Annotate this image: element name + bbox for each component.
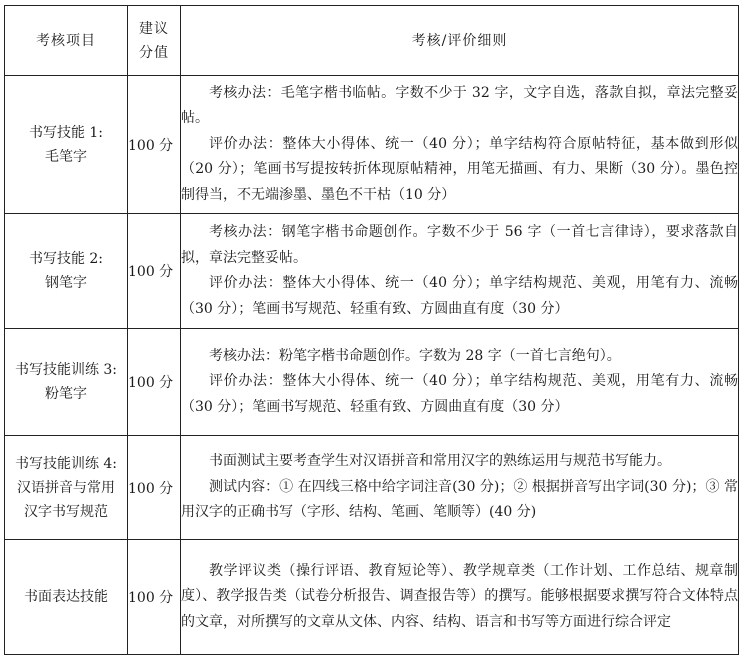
header-detail: 考核/评价细则 — [181, 6, 739, 76]
item-cell — [5, 76, 128, 214]
score-cell: 100 分 — [128, 329, 181, 436]
detail-cell — [181, 76, 739, 214]
header-row — [5, 6, 739, 76]
detail-cell — [181, 329, 739, 436]
item-label-line: 粉笔字 — [45, 386, 87, 402]
detail-paragraph: 考核办法：钢笔字楷书命题创作。字数不少于 56 字（一首七言律诗），要求落款自拟，章法完整妥帖。 — [181, 224, 738, 266]
item-label-line: 书面表达技能 — [24, 589, 108, 605]
header-score-line2: 分值 — [139, 44, 169, 61]
table-row — [5, 76, 739, 214]
item-label-line: 汉字书写规范 — [24, 503, 108, 520]
score-cell: 100 分 — [128, 540, 181, 655]
detail-paragraph: 测试内容：① 在四线三格中给字词注音(30 分)；② 根据拼音写出字词(30 分)；③ 常用汉字的正确书写（字形、结构、笔画、笔顺等）(40 分) — [181, 478, 738, 521]
detail-paragraph: 考核办法：粉笔字楷书命题创作。字数为 28 字（一首七言绝句）。 — [209, 347, 621, 364]
detail-cell — [181, 540, 739, 655]
item-label-line: 书写技能 1: — [28, 124, 104, 141]
item-label-line: 书写技能 2: — [28, 251, 104, 267]
item-label-line: 书写技能训练 3: — [14, 362, 118, 378]
header-score — [128, 6, 181, 76]
assessment-table — [4, 5, 739, 655]
detail-paragraph: 评价办法：整体大小得体、统一（40 分）；单字结构规范、美观，用笔有力、流畅（30 分）；笔画书写规范、轻重有致、方圆曲直有度（30 分） — [181, 275, 738, 317]
item-cell — [5, 540, 128, 655]
table-row — [5, 329, 739, 436]
score-cell: 100 分 — [128, 214, 181, 329]
table-row — [5, 540, 739, 655]
detail-paragraph: 评价办法：整体大小得体、统一（40 分）；单字结构规范、美观，用笔有力、流畅（30 分）；笔画书写规范、轻重有致、方圆曲直有度（30 分） — [181, 373, 738, 415]
detail-cell — [181, 436, 739, 540]
detail-paragraph: 教学评议类（操行评语、教育短论等）、教学规章类（工作计划、工作总结、规章制度）、教学报告类（试卷分析报告、调查报告等）的撰写。能够根据要求撰写符合文体特点的文章，对所撰写的文章从文体、内容、结构、语言和书写等方面进行综合评定 — [181, 562, 738, 630]
score-cell: 100 分 — [128, 76, 181, 214]
item-label-line: 书写技能训练 4: — [14, 455, 118, 472]
item-cell — [5, 329, 128, 436]
detail-paragraph: 评价办法：整体大小得体、统一（40 分）；单字结构符合原帖特征，基本做到形似（20 分）；笔画书写提按转折体现原帖精神，用笔无描画、有力、果断（30 分）。墨色控制得当，不无端渗墨、墨色不干枯（10 分） — [181, 135, 738, 203]
header-score-line1: 建议 — [139, 20, 169, 37]
detail-cell — [181, 214, 739, 329]
header-item: 考核项目 — [5, 6, 128, 76]
table-row — [5, 436, 739, 540]
item-label-line: 毛笔字 — [45, 148, 87, 165]
item-label-line: 汉语拼音与常用 — [17, 479, 115, 496]
item-label-line: 钢笔字 — [45, 275, 87, 291]
item-cell — [5, 214, 128, 329]
detail-paragraph: 考核办法：毛笔字楷书临帖。字数不少于 32 字，文字自选，落款自拟，章法完整妥帖。 — [181, 84, 738, 127]
item-cell — [5, 436, 128, 540]
detail-paragraph: 书面测试主要考查学生对汉语拼音和常用汉字的熟练运用与规范书写能力。 — [209, 453, 671, 470]
score-cell: 100 分 — [128, 436, 181, 540]
table-row — [5, 214, 739, 329]
